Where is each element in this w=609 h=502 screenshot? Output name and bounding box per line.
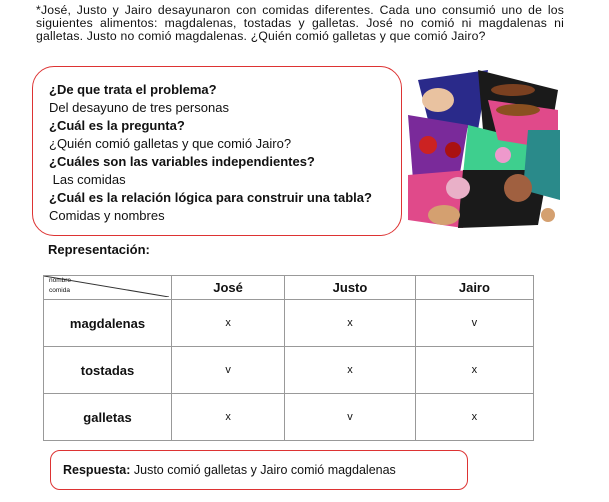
table-cell: v (415, 300, 533, 347)
question: ¿Cuál es la relación lógica para construir una tabla? (49, 190, 372, 205)
logic-table (43, 275, 534, 441)
representation-label: Representación: (48, 242, 150, 257)
row-header: magdalenas (44, 300, 172, 347)
table-cell: x (172, 300, 285, 347)
corner-header: nombre comida (44, 276, 172, 300)
table-cell: x (415, 347, 533, 394)
column-header: Jairo (415, 276, 533, 300)
row-header: tostadas (44, 347, 172, 394)
answer-line: Las comidas (49, 172, 126, 187)
row-header: galletas (44, 394, 172, 441)
answer-label: Respuesta: (63, 463, 131, 477)
table-row (44, 347, 534, 394)
problem-statement: *José, Justo y Jairo desayunaron con comidas diferentes. Cada uno consumió uno de los siguientes alimentos: magdalenas, tostadas y galletas. José no comió ni magdalenas ni galletas. Justo no comió magdalenas. ¿Quién comió galletas y que comió Jairo? (36, 3, 564, 43)
column-header: Justo (285, 276, 416, 300)
table-cell: x (285, 300, 416, 347)
answer-box (50, 450, 468, 490)
answer-text: Justo comió galletas y Jairo comió magdalenas (130, 463, 396, 477)
table-header-row (44, 276, 534, 300)
column-header: José (172, 276, 285, 300)
answer-line: ¿Quién comió galletas y que comió Jairo? (49, 136, 292, 151)
table-cell: x (285, 347, 416, 394)
answer-line: Del desayuno de tres personas (49, 100, 229, 115)
table-row (44, 394, 534, 441)
question: ¿De que trata el problema? (49, 82, 217, 97)
table-cell: v (172, 347, 285, 394)
table-cell: x (415, 394, 533, 441)
table-cell: v (285, 394, 416, 441)
question: ¿Cuáles son las variables independientes? (49, 154, 315, 169)
food-clipart-image (408, 70, 560, 228)
question: ¿Cuál es la pregunta? (49, 118, 185, 133)
table-cell: x (172, 394, 285, 441)
analysis-box (32, 66, 402, 236)
answer-line: Comidas y nombres (49, 208, 165, 223)
table-row (44, 300, 534, 347)
